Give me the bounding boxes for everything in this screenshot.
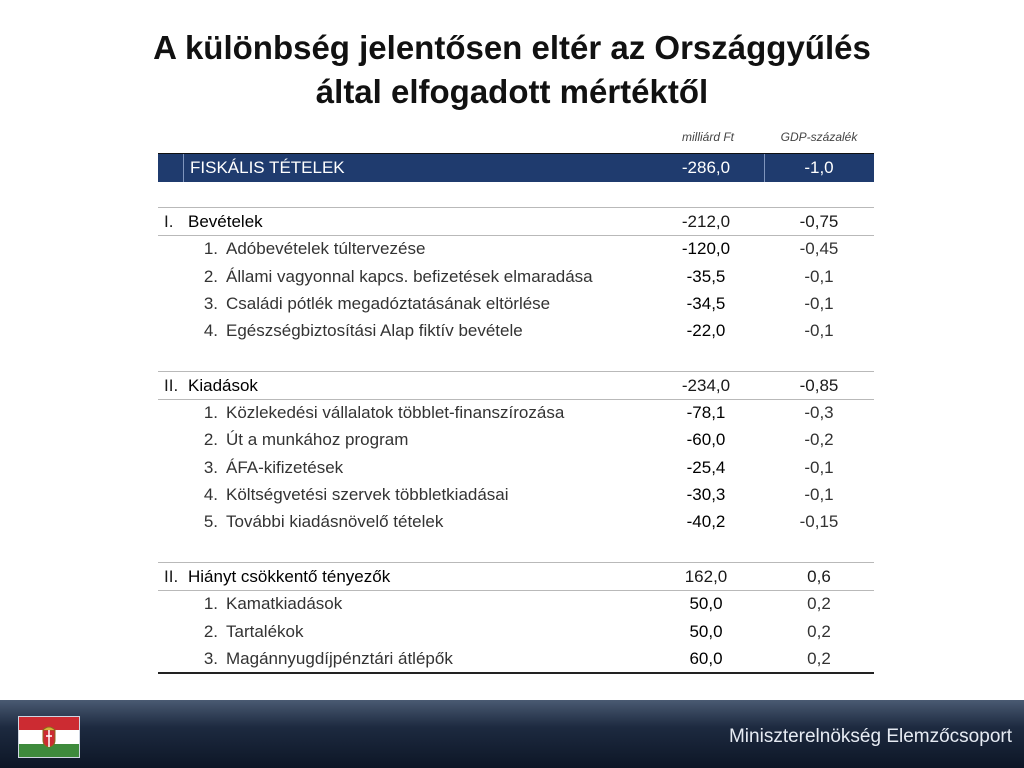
item-ft-value: -60,0	[686, 430, 726, 450]
item-ft-value: -22,0	[686, 321, 726, 341]
item-number: 1.	[203, 403, 218, 423]
section-label: Hiányt csökkentő tényezők	[188, 566, 391, 586]
table-row	[158, 481, 874, 508]
item-ft-value: 60,0	[689, 648, 723, 668]
hungarian-flag-icon	[18, 716, 80, 758]
table-row	[158, 317, 874, 344]
item-ft-value: -78,1	[686, 403, 726, 423]
table-row	[158, 454, 874, 481]
organization-name: Miniszterelnökség Elemzőcsoport	[728, 726, 1012, 747]
title-line-2: által elfogadott mértéktől	[315, 73, 709, 110]
section-gdp-value: -0,85	[799, 375, 839, 395]
item-label: ÁFA-kifizetések	[226, 457, 344, 477]
table-row	[158, 618, 874, 645]
item-gdp-value: -0,45	[799, 239, 839, 259]
item-number: 3.	[203, 293, 218, 313]
title-line-1: A különbség jelentősen eltér az Országgyűlés	[153, 29, 871, 66]
table-row	[158, 645, 874, 672]
header-ft-value: -286,0	[681, 158, 731, 177]
item-label: Egészségbiztosítási Alap fiktív bevétele	[226, 321, 523, 341]
item-ft-value: -25,4	[686, 457, 726, 477]
item-ft-value: -120,0	[681, 239, 731, 259]
item-ft-value: 50,0	[689, 594, 723, 614]
item-gdp-value: 0,2	[807, 621, 831, 641]
item-gdp-value: -0,3	[804, 403, 834, 423]
section-label: Bevételek	[188, 212, 263, 231]
item-label: Családi pótlék megadóztatásának eltörlése	[226, 293, 551, 313]
item-ft-value: -40,2	[686, 512, 726, 532]
section-ft-value: -212,0	[681, 212, 731, 231]
table-row	[158, 399, 874, 426]
section-label: Kiadások	[188, 375, 258, 395]
item-number: 1.	[203, 239, 218, 259]
table-row	[158, 426, 874, 453]
item-label: Költségvetési szervek többletkiadásai	[226, 485, 509, 504]
item-label: Kamatkiadások	[226, 594, 343, 614]
unit-label-ft: milliárd Ft	[681, 130, 734, 144]
item-number: 5.	[203, 512, 218, 532]
item-gdp-value: -0,1	[804, 293, 834, 313]
item-ft-value: -34,5	[686, 293, 726, 313]
section-gdp-value: 0,6	[807, 566, 831, 586]
item-label: Adóbevételek túltervezése	[226, 239, 426, 259]
section-ft-value: 162,0	[684, 566, 728, 586]
table-bottom-border	[158, 672, 874, 674]
item-ft-value: -30,3	[686, 485, 726, 504]
item-number: 4.	[203, 321, 218, 341]
item-gdp-value: -0,1	[804, 457, 834, 477]
item-ft-value: -35,5	[686, 266, 726, 286]
item-label: Út a munkához program	[226, 430, 409, 450]
item-number: 2.	[203, 621, 218, 641]
table-row	[158, 590, 874, 617]
section-ft-value: -234,0	[681, 375, 731, 395]
footer-bar	[0, 700, 1024, 768]
header-gdp-value: -1,0	[804, 158, 834, 177]
section-number: II.	[164, 566, 179, 586]
section-row	[158, 372, 874, 399]
table-row	[158, 235, 874, 262]
item-number: 2.	[203, 430, 218, 450]
section-number: I.	[164, 212, 174, 231]
item-number: 3.	[203, 457, 218, 477]
section-row	[158, 208, 874, 235]
table-row	[158, 263, 874, 290]
item-number: 1.	[203, 594, 218, 614]
section-number: II.	[164, 375, 179, 395]
item-gdp-value: -0,1	[804, 321, 834, 341]
header-index-cell	[158, 154, 184, 182]
item-gdp-value: -0,1	[804, 485, 834, 504]
item-label: Állami vagyonnal kapcs. befizetések elmaradása	[226, 266, 593, 286]
item-label: Magánnyugdíjpénztári átlépők	[226, 648, 453, 668]
page-title	[0, 26, 1024, 114]
item-ft-value: 50,0	[689, 621, 723, 641]
item-gdp-value: -0,15	[799, 512, 839, 532]
table-row	[158, 290, 874, 317]
item-number: 2.	[203, 266, 218, 286]
section-gdp-value: -0,75	[799, 212, 839, 231]
item-label: Tartalékok	[226, 621, 304, 641]
table-header-row	[158, 153, 874, 182]
item-gdp-value: -0,2	[804, 430, 834, 450]
item-label: További kiadásnövelő tételek	[226, 512, 444, 532]
table-row	[158, 508, 874, 535]
item-number: 3.	[203, 648, 218, 668]
header-label: FISKÁLIS TÉTELEK	[190, 158, 345, 177]
unit-label-gdp: GDP-százalék	[780, 130, 858, 144]
item-gdp-value: -0,1	[804, 266, 834, 286]
item-label: Közlekedési vállalatok többlet-finanszírozása	[226, 403, 565, 423]
item-gdp-value: 0,2	[807, 594, 831, 614]
item-gdp-value: 0,2	[807, 648, 831, 668]
item-number: 4.	[203, 485, 218, 504]
section-row	[158, 563, 874, 590]
